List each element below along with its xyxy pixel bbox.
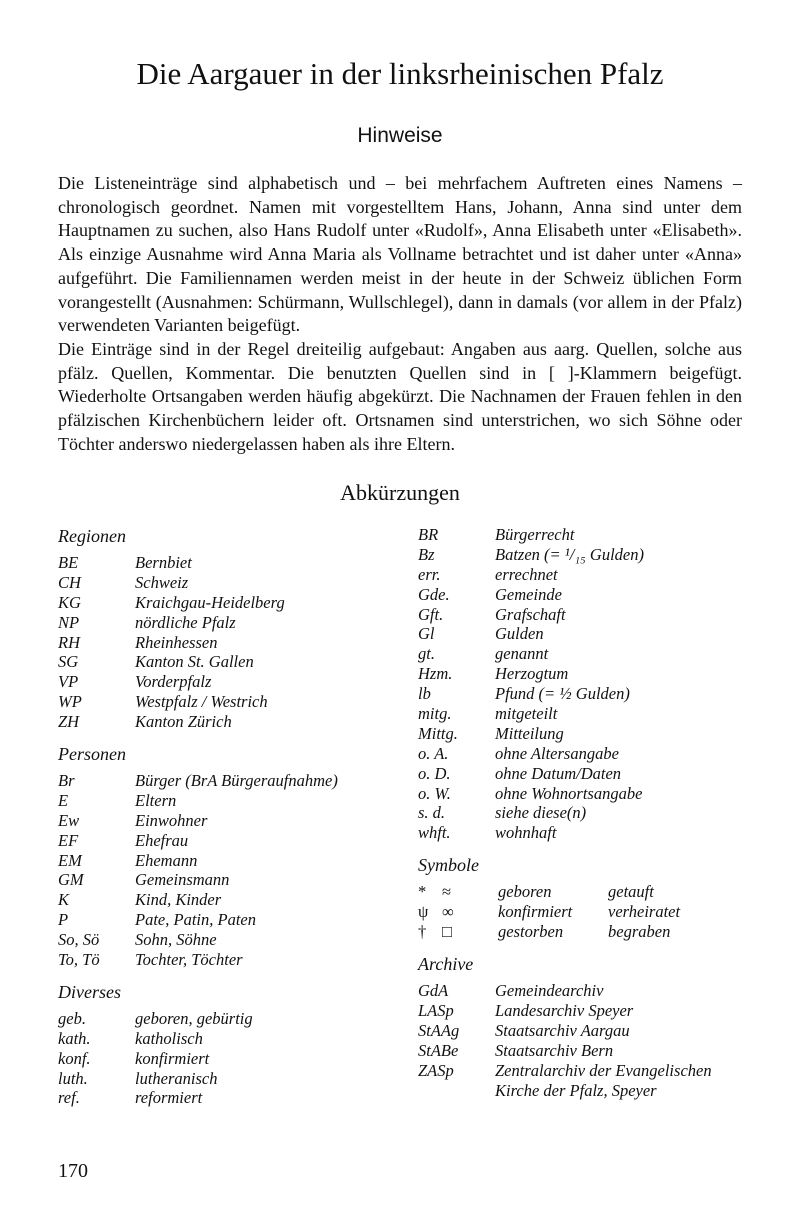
abbreviation-meaning: genannt [495, 644, 549, 664]
abbreviation-key: Bz [418, 544, 435, 564]
abbreviation-meaning: ohne Altersangabe [495, 743, 619, 763]
abbreviation-row [418, 704, 758, 724]
abbreviation-meaning: Kanton St. Gallen [135, 652, 254, 672]
abbreviation-row [418, 981, 758, 1001]
abbreviation-row [418, 585, 758, 605]
abbreviation-meaning: Gemeindearchiv [495, 981, 604, 1001]
symbol: ψ [418, 902, 429, 922]
abbreviation-row [58, 870, 408, 890]
abbreviation-row [58, 573, 408, 593]
abbreviation-meaning: geboren, gebürtig [135, 1008, 253, 1028]
abbreviation-row [418, 565, 758, 585]
abbreviation-row [58, 692, 408, 712]
abbreviation-meaning: Landesarchiv Speyer [495, 1001, 634, 1021]
abbreviation-key: P [58, 910, 69, 930]
symbol-meaning: konfirmiert [498, 902, 573, 922]
abbreviation-list-archive [418, 981, 758, 1100]
abbreviation-row [58, 851, 408, 871]
abbreviation-key: VP [58, 672, 79, 692]
abbreviation-meaning: Kind, Kinder [135, 890, 222, 910]
symbol: ∞ [442, 902, 454, 922]
abbreviation-row [418, 1061, 758, 1081]
abbreviation-meaning: Staatsarchiv Bern [495, 1040, 614, 1060]
abbreviation-key: EF [58, 830, 79, 850]
abbreviation-key: o. W. [418, 783, 451, 803]
abbreviation-key: E [58, 790, 69, 810]
abbreviation-meaning: Zentralarchiv der Evangelischen [495, 1060, 712, 1080]
abbreviation-row [418, 525, 758, 545]
page-title: Die Aargauer in der linksrheinischen Pfalz [136, 56, 664, 91]
abbreviation-meaning: Ehefrau [135, 830, 189, 850]
abbreviation-meaning: ohne Datum/Daten [495, 763, 622, 783]
abbreviation-meaning: Kanton Zürich [135, 712, 232, 732]
section-heading-hinweise: Hinweise [357, 124, 443, 147]
abbreviation-key: To, Tö [58, 950, 100, 970]
abbreviation-key: KG [58, 592, 81, 612]
symbol-row [418, 922, 758, 942]
symbol-row [418, 882, 758, 902]
abbreviation-row [418, 823, 758, 843]
symbol-meaning: verheiratet [608, 902, 681, 922]
abbreviation-row [58, 950, 408, 970]
abbreviation-meaning: Ehemann [135, 850, 198, 870]
abbreviation-row [418, 545, 758, 565]
abbreviation-row [418, 744, 758, 764]
abbreviation-meaning: Gemeinde [495, 584, 562, 604]
abbreviation-row [58, 613, 408, 633]
symbol-row [418, 902, 758, 922]
abbreviation-row [418, 784, 758, 804]
abbreviation-column-right [418, 525, 758, 1101]
abbreviation-meaning: lutheranisch [135, 1068, 218, 1088]
abbreviation-row [418, 624, 758, 644]
abbreviation-meaning: Batzen (= ¹/₁₅ Gulden) [495, 544, 644, 564]
abbreviation-meaning: Kraichgau-Heidelberg [135, 592, 285, 612]
abbreviation-key: whft. [418, 823, 451, 843]
symbol-meaning: geboren [498, 882, 552, 902]
abbreviation-row [58, 593, 408, 613]
abbreviation-meaning: Bürgerrecht [495, 525, 575, 544]
abbreviation-row [58, 910, 408, 930]
abbreviation-meaning: Mitteilung [495, 723, 564, 743]
abbreviation-list-general [418, 525, 758, 843]
abbreviation-row [418, 724, 758, 744]
abbreviation-key: Gft. [418, 604, 444, 624]
symbol: ≈ [442, 882, 452, 902]
abbreviation-column-left [58, 526, 408, 1108]
abbreviation-key: ref. [58, 1088, 80, 1108]
abbreviation-meaning: ohne Wohnortsangabe [495, 783, 643, 803]
abbreviation-row [58, 633, 408, 653]
abbreviation-row [58, 1049, 408, 1069]
abbreviation-key: konf. [58, 1048, 91, 1068]
symbol-meaning: begraben [608, 922, 671, 942]
abbreviation-meaning: konfirmiert [135, 1048, 210, 1068]
abbreviation-row [58, 831, 408, 851]
group-heading-personen: Personen [58, 744, 126, 765]
abbreviation-key: err. [418, 564, 441, 584]
abbreviation-key: o. D. [418, 763, 451, 783]
abbreviation-key: Mittg. [418, 723, 458, 743]
abbreviation-key: s. d. [418, 803, 446, 823]
abbreviation-row [418, 1021, 758, 1041]
abbreviation-key [418, 1081, 495, 1101]
abbreviation-key: luth. [58, 1068, 88, 1088]
group-heading-diverses: Diverses [58, 981, 121, 1002]
abbreviation-key: Gde. [418, 584, 450, 604]
abbreviation-key: K [58, 890, 70, 910]
abbreviation-key: kath. [58, 1028, 91, 1048]
abbreviation-key: gt. [418, 644, 435, 664]
abbreviation-key: RH [58, 632, 80, 652]
symbol: □ [442, 922, 452, 942]
abbreviation-key: lb [418, 684, 431, 704]
abbreviation-meaning: Bernbiet [135, 553, 192, 572]
abbreviation-key: GM [58, 870, 84, 890]
abbreviation-key: ZH [58, 712, 80, 732]
abbreviation-meaning: Pfund (= ½ Gulden) [495, 684, 630, 704]
abbreviation-row [418, 764, 758, 784]
abbreviation-key: Gl [418, 624, 435, 644]
symbol: * [418, 882, 427, 902]
abbreviation-key: mitg. [418, 704, 452, 724]
abbreviation-meaning: reformiert [135, 1088, 203, 1108]
abbreviation-row [58, 1029, 408, 1049]
abbreviation-key: SG [58, 652, 79, 672]
symbol: † [418, 922, 427, 942]
abbreviation-meaning: Grafschaft [495, 604, 566, 624]
abbreviation-row [418, 684, 758, 704]
abbreviation-key: So, Sö [58, 930, 100, 950]
group-heading-regionen: Regionen [58, 526, 126, 546]
abbreviation-meaning: mitgeteilt [495, 704, 558, 724]
abbreviation-row [58, 811, 408, 831]
abbreviation-meaning: wohnhaft [495, 823, 557, 843]
symbol-meaning: getauft [608, 882, 654, 902]
abbreviation-row [58, 553, 408, 573]
abbreviation-key: ZASp [418, 1060, 454, 1080]
abbreviation-key: NP [58, 612, 80, 632]
abbreviation-key: Hzm. [418, 664, 453, 684]
abbreviation-row [58, 652, 408, 672]
abbreviation-meaning: Tochter, Töchter [135, 950, 243, 970]
abbreviation-key: EM [58, 850, 82, 870]
abbreviation-row [418, 605, 758, 625]
abbreviation-key: Ew [58, 810, 80, 830]
abbreviation-row [58, 791, 408, 811]
page-number: 170 [58, 1160, 88, 1182]
abbreviation-key: Br [58, 771, 75, 791]
paragraph: Die Listeneinträge sind alphabetisch und – bei mehrfachem Auftreten eines Namens – chronologisch geordnet. Namen mit vorgestelltem Hans, Johann, Anna sind unter dem Hauptnamen zu suchen, also Hans Rudolf unter «Rudolf», Anna Elisabeth unter «Elisabeth». Als einzige Ausnahme wird Anna Maria als Vollname betrachtet und ist daher unter «Anna» aufgeführt. Die Familiennamen werden meist in der heute in der Schweiz üblichen Form vorangestellt (Ausnahmen: Schürmann, Wullschlegel), dann in damals (vor allem in der Pfalz) verwendeten Varianten beigefügt. [58, 173, 742, 336]
abbreviation-meaning: Gulden [495, 624, 544, 644]
abbreviation-key: BE [58, 553, 79, 572]
abbreviation-key: LASp [418, 1001, 454, 1021]
abbreviation-list-regionen [58, 553, 408, 732]
abbreviation-meaning: errechnet [495, 564, 558, 584]
abbreviation-row [58, 1069, 408, 1089]
abbreviation-list-personen [58, 771, 408, 970]
abbreviation-row [418, 664, 758, 684]
abbreviation-meaning: siehe diese(n) [495, 803, 587, 823]
abbreviation-key: BR [418, 525, 439, 544]
abbreviation-row [418, 644, 758, 664]
abbreviation-row [58, 712, 408, 732]
paragraph: Die Einträge sind in der Regel dreiteilig aufgebaut: Angaben aus aarg. Quellen, solche aus pfälz. Quellen, Kommentar. Die benutzten Quellen sind in [ ]-Klammern beigefügt. Wiederholte Ortsangaben werden häufig abgekürzt. Die Nachnamen der Frauen fehlen in den pfälzischen Kirchenbüchern leider oft. Ortsnamen sind unterstrichen, wo sich Söhne oder Töchter anderswo niedergelassen haben als ihre Eltern. [58, 339, 742, 454]
abbreviation-meaning: Westpfalz / Westrich [135, 692, 268, 712]
abbreviation-row [58, 771, 408, 791]
abbreviation-key: GdA [418, 981, 449, 1001]
abbreviation-meaning: Rheinhessen [135, 632, 218, 652]
abbreviation-key: WP [58, 692, 82, 712]
abbreviation-row [58, 672, 408, 692]
abbreviation-row [58, 1009, 408, 1029]
symbol-list [418, 882, 758, 942]
abbreviation-meaning: nördliche Pfalz [135, 612, 236, 632]
abbreviation-meaning: Sohn, Söhne [135, 930, 217, 950]
abbreviation-row [58, 1088, 408, 1108]
section-heading-abkuerzungen: Abkürzungen [340, 480, 460, 505]
abbreviation-meaning: Schweiz [135, 572, 189, 592]
abbreviation-meaning: Herzogtum [495, 664, 569, 684]
abbreviation-key: StABe [418, 1040, 459, 1060]
abbreviation-meaning: Gemeinsmann [135, 870, 230, 890]
abbreviation-meaning: Bürger (BrA Bürgeraufnahme) [135, 771, 338, 791]
abbreviation-row [58, 930, 408, 950]
abbreviation-row [418, 1081, 758, 1101]
abbreviation-meaning: Kirche der Pfalz, Speyer [495, 1080, 657, 1100]
group-heading-symbole: Symbole [418, 855, 479, 876]
abbreviation-key: o. A. [418, 743, 449, 763]
abbreviation-key: geb. [58, 1008, 86, 1028]
abbreviation-meaning: Eltern [135, 790, 177, 810]
abbreviation-meaning: Staatsarchiv Aargau [495, 1021, 630, 1041]
abbreviation-row [418, 1001, 758, 1021]
abbreviation-row [418, 803, 758, 823]
abbreviation-meaning: Vorderpfalz [135, 672, 212, 692]
abbreviation-key: CH [58, 572, 81, 592]
abbreviation-meaning: Pate, Patin, Paten [135, 910, 256, 930]
abbreviation-row [418, 1041, 758, 1061]
symbol-meaning: gestorben [498, 922, 564, 942]
abbreviation-key: StAAg [418, 1021, 460, 1041]
group-heading-archive: Archive [418, 954, 474, 975]
abbreviation-row [58, 890, 408, 910]
abbreviation-meaning: Einwohner [135, 810, 208, 830]
abbreviation-list-diverses [58, 1009, 408, 1108]
abbreviation-meaning: katholisch [135, 1028, 203, 1048]
